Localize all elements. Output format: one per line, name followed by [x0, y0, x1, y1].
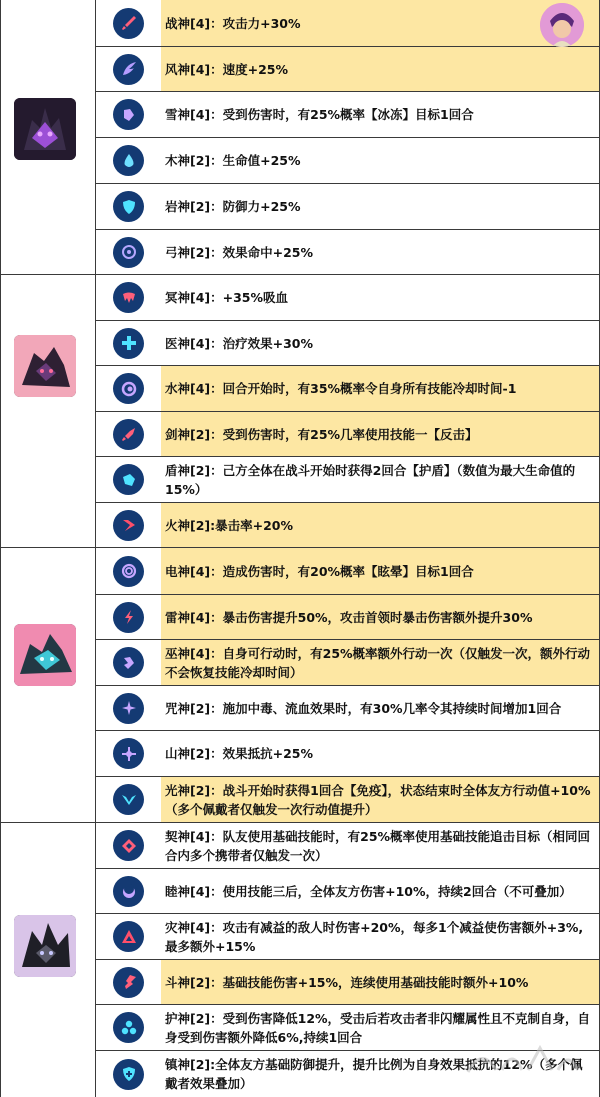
- clover-icon: [113, 1012, 144, 1043]
- table-row: [96, 366, 600, 412]
- rune-effect-text: 巫神[4]：自身可行动时，有25%概率额外行动一次（仅触发一次，额外行动不会恢复技能冷却时间）: [161, 640, 600, 685]
- table-row: [96, 869, 600, 914]
- table-border-left: [0, 0, 1, 1097]
- rune-effect-text: 风神[4]：速度+25%: [161, 47, 600, 91]
- fist-icon: [113, 967, 144, 998]
- group-cell-4: [0, 823, 96, 1097]
- rune-effect-text: 契神[4]：队友使用基础技能时，有25%概率使用基础技能追击目标（相同回合内多个携带者仅触发一次）: [161, 823, 600, 868]
- group-cell-3: [0, 548, 96, 823]
- dark-dragon-portrait: [14, 98, 76, 160]
- rune-effect-text: 光神[2]：战斗开始时获得1回合【免疫】，状态结束时全体友方行动值+10%（多个佩戴者仅触发一次行动值提升）: [161, 777, 600, 822]
- rune-effect-text: 护神[2]：受到伤害降低12%，受击后若攻击者非闪耀属性且不克制自身，自身受到伤害额外降低6%,持续1回合: [161, 1005, 600, 1050]
- ice-crystal-icon: [113, 99, 144, 130]
- rune-effect-text: 灾神[4]：攻击有减益的敌人时伤害+20%，每多1个减益使伤害额外+3%,最多额外+15%: [161, 914, 600, 959]
- table-row: [96, 275, 600, 321]
- star-burst-icon: [113, 693, 144, 724]
- pact-icon: [113, 830, 144, 861]
- spiral-icon: [113, 556, 144, 587]
- table-row: [96, 412, 600, 457]
- rune-effect-text: 岩神[2]：防御力+25%: [161, 184, 600, 229]
- rune-effect-text: 山神[2]：效果抵抗+25%: [161, 731, 600, 776]
- rune-effect-text: 弓神[2]：效果命中+25%: [161, 230, 600, 274]
- shield-icon: [113, 191, 144, 222]
- teal-dragon-portrait: [14, 624, 76, 686]
- shadow-wolf-portrait: [14, 915, 76, 977]
- rune-effect-text: 睦神[4]：使用技能三后，全体友方伤害+10%，持续2回合（不可叠加）: [161, 869, 600, 913]
- target-icon: [113, 237, 144, 268]
- table-row: [96, 960, 600, 1005]
- character-avatar: [540, 3, 584, 47]
- table-row: [96, 92, 600, 138]
- rune-effect-text: 木神[2]：生命值+25%: [161, 138, 600, 183]
- wing-icon: [113, 54, 144, 85]
- table-row: [96, 0, 600, 47]
- group-cell-1: [0, 0, 96, 275]
- hex-icon: [113, 647, 144, 678]
- rune-effect-text: 电神[4]：造成伤害时，有20%概率【眩晕】目标1回合: [161, 548, 600, 594]
- light-wings-icon: [113, 784, 144, 815]
- rune-effect-text: 水神[4]：回合开始时，有35%概率令自身所有技能冷却时间-1: [161, 366, 600, 411]
- table-row: [96, 777, 600, 823]
- cross-icon: [113, 328, 144, 359]
- rune-effect-text: 镇神[2]:全体友方基础防御提升，提升比例为自身效果抵抗的12%（多个佩戴者效果叠加）: [161, 1051, 600, 1097]
- rune-effect-text: 剑神[2]：受到伤害时，有25%几率使用技能一【反击】: [161, 412, 600, 456]
- table-row: [96, 321, 600, 366]
- rune-effect-text: 盾神[2]：己方全体在战斗开始时获得2回合【护盾】（数值为最大生命值的15%）: [161, 457, 600, 502]
- rune-effect-text: 火神[2]:暴击率+20%: [161, 503, 600, 547]
- table-row: [96, 595, 600, 640]
- droplet-icon: [113, 145, 144, 176]
- flame-icon: [113, 510, 144, 541]
- table-row: [96, 230, 600, 275]
- table-row: [96, 503, 600, 548]
- table-row: [96, 138, 600, 184]
- table-row: [96, 731, 600, 777]
- table-row: [96, 640, 600, 686]
- site-watermark: [462, 1040, 582, 1087]
- rune-effect-text: 雪神[4]：受到伤害时，有25%概率【冰冻】目标1回合: [161, 92, 600, 137]
- table-row: [96, 823, 600, 869]
- crimson-beast-portrait: [14, 335, 76, 397]
- snowflake-icon: [113, 738, 144, 769]
- rune-effect-text: 雷神[4]：暴击伤害提升50%，攻击首领时暴击伤害额外提升30%: [161, 595, 600, 639]
- swirl-icon: [113, 373, 144, 404]
- blade-icon: [113, 419, 144, 450]
- sword-icon: [113, 8, 144, 39]
- guard-icon: [113, 464, 144, 495]
- rune-effect-text: 战神[4]：攻击力+30%: [161, 0, 600, 46]
- table-row: [96, 686, 600, 731]
- rune-effect-text: 斗神[2]：基础技能伤害+15%，连续使用基础技能时额外+10%: [161, 960, 600, 1004]
- calamity-icon: [113, 921, 144, 952]
- lightning-icon: [113, 602, 144, 633]
- table-row: [96, 184, 600, 230]
- group-cell-2: [0, 275, 96, 548]
- table-row: [96, 47, 600, 92]
- rune-effect-text: 咒神[2]：施加中毒、流血效果时，有30%几率令其持续时间增加1回合: [161, 686, 600, 730]
- table-row: [96, 457, 600, 503]
- table-row: [96, 548, 600, 595]
- rune-effect-text: 医神[4]：治疗效果+30%: [161, 321, 600, 365]
- table-row: [96, 914, 600, 960]
- rune-effect-text: 冥神[4]：+35%吸血: [161, 275, 600, 320]
- ward-icon: [113, 1059, 144, 1090]
- crescent-icon: [113, 876, 144, 907]
- fang-icon: [113, 282, 144, 313]
